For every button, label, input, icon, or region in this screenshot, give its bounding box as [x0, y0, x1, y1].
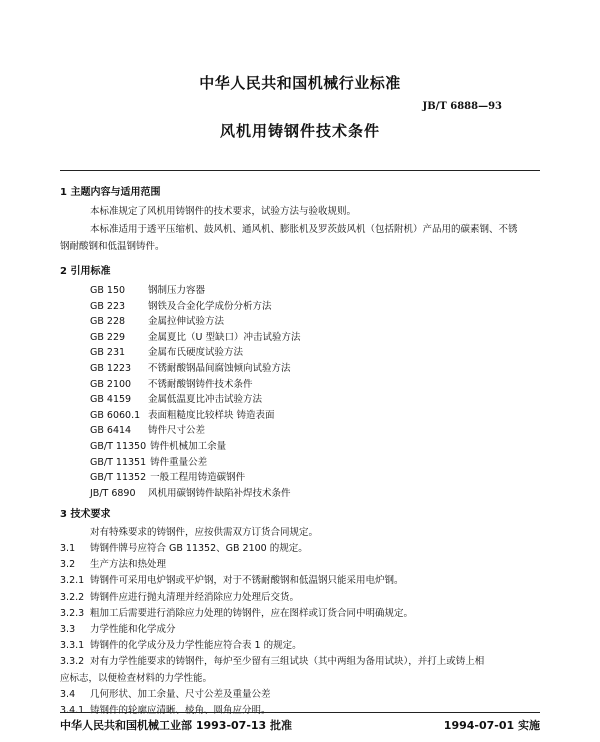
- clause-text: 铸钢件应进行抛丸清理并经消除应力处理后交货。: [90, 591, 300, 603]
- effective-date: 1994-07-01 实施: [443, 719, 540, 732]
- reference-code: GB 1223: [90, 362, 132, 374]
- clause-text: 铸钢件可采用电炉钢或平炉钢，对于不锈耐酸钢和低温钢只能采用电炉钢。: [90, 575, 404, 587]
- section-1-heading: 1 主题内容与适用范围: [60, 187, 161, 198]
- reference-item: [90, 392, 300, 408]
- section-3-heading: 3 技术要求: [60, 509, 111, 520]
- clause-text: 对有力学性能要求的铸钢件，每炉至少留有三组试块（其中两组为备用试块），并打上或铸上相: [90, 656, 485, 668]
- reference-code: GB/T 11352: [90, 472, 147, 484]
- reference-code: GB 6414: [90, 425, 132, 437]
- reference-title: 金属拉伸试验方法: [148, 316, 225, 328]
- reference-code: GB 231: [90, 347, 126, 359]
- document-title: 风机用铸钢件技术条件: [219, 122, 380, 140]
- reference-item: [90, 330, 300, 346]
- clause-text: 生产方法和热处理: [90, 559, 167, 571]
- clause-text: 几何形状、加工余量、尺寸公差及重量公差: [90, 688, 271, 700]
- approval-statement: 中华人民共和国机械工业部 1993-07-13 批准: [60, 719, 293, 732]
- reference-code: GB 6060.1: [90, 409, 141, 421]
- clause-item: [60, 638, 542, 654]
- reference-title: 不锈耐酸钢晶间腐蚀倾向试验方法: [148, 362, 291, 374]
- reference-item: [90, 470, 300, 486]
- clause-item: [60, 622, 542, 638]
- reference-title: 一般工程用铸造碳钢件: [150, 472, 246, 484]
- standard-code: JB/T 6888—93: [422, 101, 502, 112]
- reference-item: [90, 299, 300, 315]
- clause-number: 3.2.1: [60, 575, 85, 587]
- reference-list: [90, 283, 300, 501]
- clause-number: 3.2.2: [60, 591, 85, 603]
- reference-title: 表面粗糙度比较样块 铸造表面: [148, 409, 275, 421]
- reference-code: GB 4159: [90, 394, 132, 406]
- reference-item: [90, 377, 300, 393]
- reference-item: [90, 314, 300, 330]
- clause-item: [60, 606, 542, 622]
- clause-text: 铸钢件牌号应符合 GB 11352、GB 2100 的规定。: [90, 543, 308, 554]
- clause-item: [60, 687, 542, 703]
- reference-code: GB 228: [90, 316, 126, 328]
- reference-code: JB/T 6890: [90, 487, 136, 499]
- reference-title: 铸件机械加工余量: [150, 440, 227, 452]
- clause-item: [60, 590, 542, 606]
- clause-list: [60, 541, 542, 719]
- header-divider: [60, 170, 540, 171]
- reference-item: [90, 455, 300, 471]
- reference-item: [90, 439, 300, 455]
- reference-title: 风机用碳钢铸件缺陷补焊技术条件: [148, 487, 291, 499]
- clause-number: 3.2.3: [60, 607, 85, 619]
- reference-title: 金属夏比（U 型缺口）冲击试验方法: [148, 331, 301, 343]
- section-1-paragraph-2-line-2: 钢耐酸钢和低温钢铸件。: [60, 241, 165, 252]
- clause-number: 3.3.1: [60, 640, 85, 652]
- reference-title: 金属布氏硬度试验方法: [148, 347, 244, 359]
- reference-item: [90, 486, 300, 502]
- clause-text: 粗加工后需要进行消除应力处理的铸钢件，应在图样或订货合同中明确规定。: [90, 607, 414, 619]
- clause-item: [60, 541, 542, 557]
- clause-number: 3.1: [60, 543, 76, 554]
- reference-title: 钢铁及合金化学成份分析方法: [148, 300, 272, 312]
- reference-title: 金属低温夏比冲击试验方法: [148, 394, 263, 406]
- reference-title: 铸件尺寸公差: [148, 425, 206, 437]
- reference-item: [90, 408, 300, 424]
- reference-code: GB/T 11351: [90, 456, 147, 468]
- clause-item: [60, 557, 542, 573]
- issuing-org-heading: 中华人民共和国机械行业标准: [199, 74, 401, 92]
- clause-text: 力学性能和化学成分: [90, 624, 176, 636]
- clause-item: [60, 654, 542, 670]
- reference-code: GB 150: [90, 285, 126, 296]
- reference-title: 铸件重量公差: [150, 456, 208, 468]
- reference-item: [90, 361, 300, 377]
- footer-divider: [60, 712, 540, 713]
- reference-title: 钢制压力容器: [148, 285, 206, 296]
- reference-code: GB/T 11350: [90, 440, 147, 452]
- reference-code: GB 223: [90, 300, 126, 312]
- clause-number: 3.3: [60, 624, 76, 636]
- clause-text: 铸钢件的化学成分及力学性能应符合表 1 的规定。: [90, 640, 302, 652]
- reference-item: [90, 423, 300, 439]
- clause-number: 3.4: [60, 688, 76, 700]
- section-1-paragraph-1: 本标准规定了风机用铸钢件的技术要求，试验方法与验收规则。: [90, 206, 357, 217]
- section-2-heading: 2 引用标准: [60, 266, 111, 277]
- reference-item: [90, 345, 300, 361]
- section-3-intro: 对有特殊要求的铸钢件，应按供需双方订货合同规定。: [90, 527, 319, 538]
- reference-item: [90, 283, 300, 299]
- reference-code: GB 2100: [90, 378, 132, 390]
- reference-title: 不锈耐酸钢铸件技术条件: [148, 378, 253, 390]
- clause-number: 3.2: [60, 559, 76, 571]
- section-1-paragraph-2-line-1: 本标准适用于透平压缩机、鼓风机、通风机、膨胀机及罗茨鼓风机（包括附机）产品用的碳素钢、不锈: [90, 224, 518, 235]
- clause-item: [60, 573, 542, 589]
- clause-number: 3.4.1: [60, 705, 85, 717]
- clause-continuation: 应标志，以便检查材料的力学性能。: [60, 672, 213, 684]
- clause-text: 铸钢件的轮廓应清晰、棱角、圆角应分明。: [90, 705, 271, 717]
- clause-number: 3.3.2: [60, 656, 85, 668]
- reference-code: GB 229: [90, 331, 126, 343]
